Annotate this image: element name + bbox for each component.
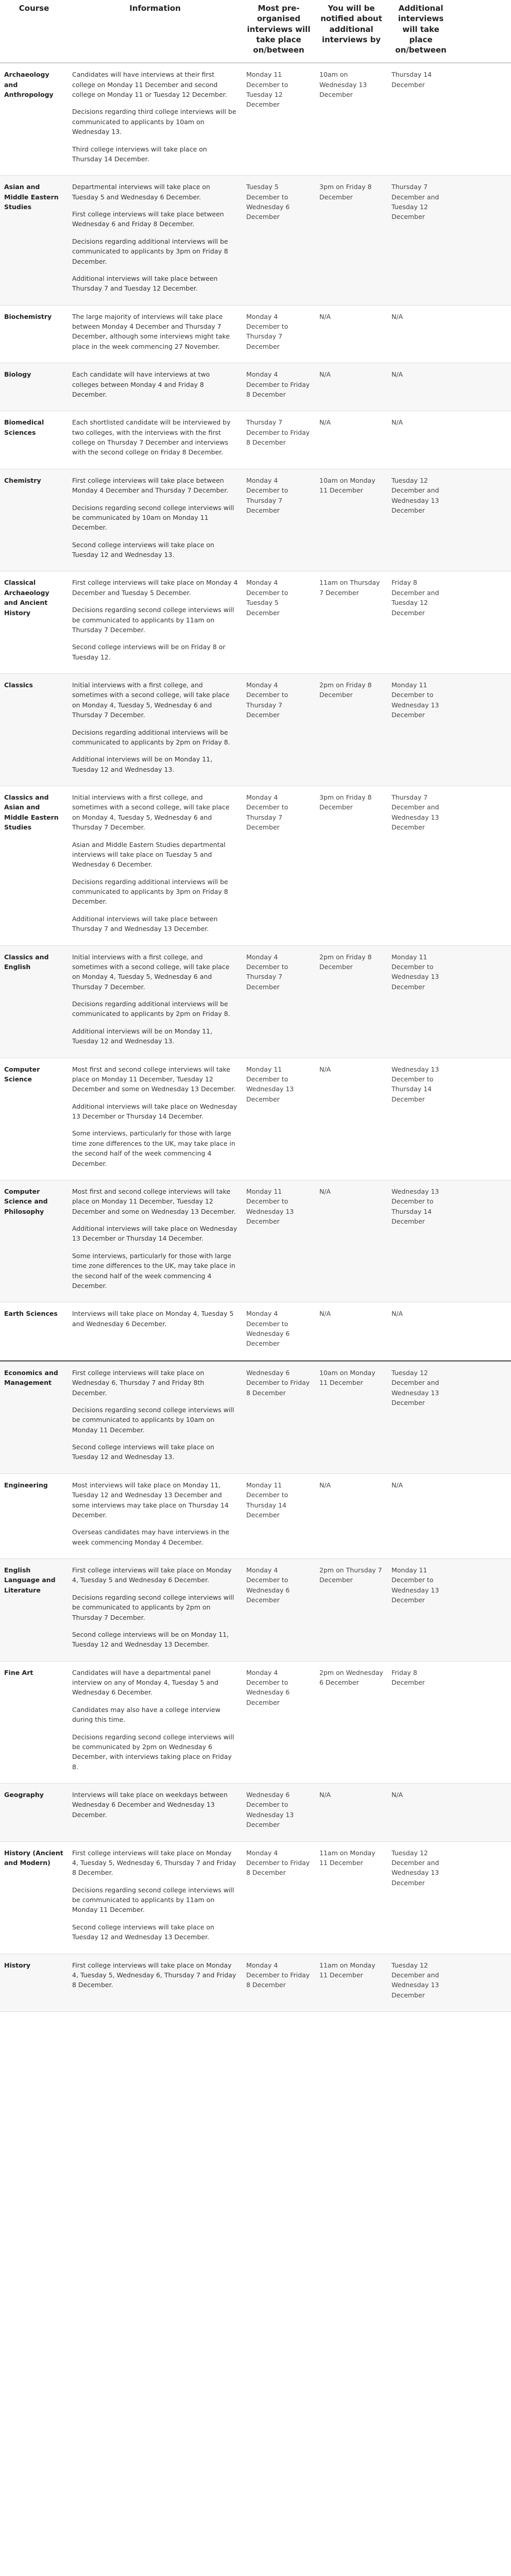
- row-spacer: [454, 945, 511, 1058]
- notification-deadline: 2pm on Friday 8 December: [315, 674, 387, 786]
- course-name: History (Ancient and Modern): [0, 1841, 68, 1954]
- information-paragraph: Second college interviews will be on Monday 11, Tuesday 12 and Wednesday 13 December.: [72, 1630, 229, 1649]
- information-paragraph: Decisions regarding additional interviews will be communicated to applicants by 2pm on Friday 8.: [72, 728, 230, 746]
- information-paragraph: Decisions regarding second college interviews will be communicated to applicants by 10am on Monday 11 December.: [72, 1405, 234, 1434]
- table-row: [0, 63, 511, 176]
- information-paragraph: Decisions regarding second college interviews will be communicated by 10am on Monday 11 December.: [72, 503, 234, 532]
- header-pre-organised: Most pre-organised interviews will take place on/between: [242, 0, 315, 63]
- row-spacer: [454, 411, 511, 469]
- notification-deadline: N/A: [315, 305, 387, 363]
- notification-deadline: N/A: [315, 1180, 387, 1302]
- information-paragraph: Decisions regarding third college interviews will be communicated to applicants by 10am on Wednesday 13.: [72, 108, 236, 136]
- table-body: [0, 63, 511, 2011]
- row-spacer: [454, 1361, 511, 1473]
- notification-deadline: 3pm on Friday 8 December: [315, 786, 387, 946]
- additional-interview-dates: N/A: [387, 1473, 454, 1558]
- course-name: Classics: [0, 674, 68, 786]
- table-row: [0, 1180, 511, 1302]
- course-information: [68, 1302, 242, 1361]
- course-name: Economics and Management: [0, 1361, 68, 1473]
- course-information: [68, 469, 242, 571]
- information-paragraph: Overseas candidates may have interviews in the week commencing Monday 4 December.: [72, 1528, 230, 1546]
- pre-organised-dates: Monday 4 December to Friday 8 December: [242, 1954, 315, 2012]
- information-paragraph: Most first and second college interviews will take place on Monday 11 December, Tuesday 12 December and some on Wednesday 13 December.: [72, 1065, 236, 1093]
- additional-interview-dates: Monday 11 December to Wednesday 13 December: [387, 1559, 454, 1662]
- pre-organised-dates: Monday 4 December to Thursday 7 December: [242, 469, 315, 571]
- course-information: [68, 1559, 242, 1662]
- course-name: Classics and Asian and Middle Eastern Studies: [0, 786, 68, 946]
- notification-deadline: 2pm on Friday 8 December: [315, 945, 387, 1058]
- table-row: [0, 674, 511, 786]
- course-name: Geography: [0, 1784, 68, 1842]
- information-paragraph: Additional interviews will be on Monday 11, Tuesday 12 and Wednesday 13.: [72, 1027, 213, 1045]
- information-paragraph: Additional interviews will take place between Thursday 7 and Tuesday 12 December.: [72, 274, 218, 293]
- table-row: [0, 945, 511, 1058]
- notification-deadline: N/A: [315, 1473, 387, 1558]
- row-spacer: [454, 786, 511, 946]
- row-spacer: [454, 1954, 511, 2012]
- course-information: [68, 63, 242, 176]
- notification-deadline: 11am on Monday 11 December: [315, 1841, 387, 1954]
- notification-deadline: 11am on Thursday 7 December: [315, 571, 387, 674]
- information-paragraph: Asian and Middle Eastern Studies departmental interviews will take place on Tuesday 5 and Wednesday 6 December.: [72, 840, 226, 869]
- information-paragraph: Initial interviews with a first college, and sometimes with a second college, will take place on Monday 4, Tuesday 5, Wednesday 6 and Thursday 7 December.: [72, 793, 230, 832]
- additional-interview-dates: Friday 8 December: [387, 1661, 454, 1783]
- notification-deadline: N/A: [315, 363, 387, 411]
- information-paragraph: Initial interviews with a first college, and sometimes with a second college, will take place on Monday 4, Tuesday 5, Wednesday 6 and Thursday 7 December.: [72, 953, 230, 991]
- information-paragraph: First college interviews will take place between Wednesday 6 and Friday 8 December.: [72, 210, 224, 228]
- pre-organised-dates: Monday 4 December to Wednesday 6 December: [242, 1661, 315, 1783]
- pre-organised-dates: Monday 4 December to Tuesday 5 December: [242, 571, 315, 674]
- information-paragraph: Most first and second college interviews will take place on Monday 11 December, Tuesday 12 December and some on Wednesday 13 December.: [72, 1187, 236, 1215]
- information-paragraph: Decisions regarding second college interviews will be communicated to applicants by 11am on Thursday 7 December.: [72, 606, 234, 634]
- additional-interview-dates: N/A: [387, 363, 454, 411]
- table-row: [0, 1784, 511, 1842]
- course-information: [68, 176, 242, 305]
- pre-organised-dates: Monday 4 December to Thursday 7 December: [242, 674, 315, 786]
- information-paragraph: Decisions regarding second college interviews will be communicated by 2pm on Wednesday 6 December, with interviews taking place on Friday 8.: [72, 1733, 234, 1771]
- table-row: [0, 1473, 511, 1558]
- row-spacer: [454, 1559, 511, 1662]
- table-row: [0, 305, 511, 363]
- information-paragraph: Third college interviews will take place on Thursday 14 December.: [72, 145, 207, 163]
- notification-deadline: N/A: [315, 1302, 387, 1361]
- row-spacer: [454, 1302, 511, 1361]
- additional-interview-dates: Tuesday 12 December and Wednesday 13 December: [387, 1841, 454, 1954]
- table-row: [0, 1954, 511, 2012]
- additional-interview-dates: N/A: [387, 1784, 454, 1842]
- course-name: Classical Archaeology and Ancient History: [0, 571, 68, 674]
- course-name: History: [0, 1954, 68, 2012]
- pre-organised-dates: Wednesday 6 December to Friday 8 December: [242, 1361, 315, 1473]
- additional-interview-dates: Thursday 7 December and Tuesday 12 December: [387, 176, 454, 305]
- header-additional: Additional interviews will take place on/between: [387, 0, 454, 63]
- information-paragraph: Decisions regarding second college interviews will be communicated to applicants by 11am on Monday 11 December.: [72, 1886, 234, 1914]
- additional-interview-dates: Tuesday 12 December and Wednesday 13 December: [387, 1954, 454, 2012]
- information-paragraph: Initial interviews with a first college, and sometimes with a second college, will take place on Monday 4, Tuesday 5, Wednesday 6 and Thursday 7 December.: [72, 681, 230, 719]
- pre-organised-dates: Wednesday 6 December to Wednesday 13 December: [242, 1784, 315, 1842]
- information-paragraph: Some interviews, particularly for those with large time zone differences to the UK, may take place in the second half of the week commencing 4 December.: [72, 1129, 235, 1167]
- table-row: [0, 363, 511, 411]
- notification-deadline: 2pm on Wednesday 6 December: [315, 1661, 387, 1783]
- pre-organised-dates: Monday 11 December to Tuesday 12 December: [242, 63, 315, 176]
- pre-organised-dates: Monday 4 December to Wednesday 6 December: [242, 1559, 315, 1662]
- row-spacer: [454, 1473, 511, 1558]
- information-paragraph: First college interviews will take place on Monday 4 December and Tuesday 5 December.: [72, 579, 238, 597]
- header-information: Information: [68, 0, 242, 63]
- additional-interview-dates: Thursday 7 December and Wednesday 13 December: [387, 786, 454, 946]
- row-spacer: [454, 674, 511, 786]
- course-name: Biology: [0, 363, 68, 411]
- course-name: Classics and English: [0, 945, 68, 1058]
- information-paragraph: Additional interviews will take place on Wednesday 13 December or Thursday 14 December.: [72, 1225, 237, 1243]
- header-notified: You will be notified about additional interviews by: [315, 0, 387, 63]
- information-paragraph: Some interviews, particularly for those with large time zone differences to the UK, may take place in the second half of the week commencing 4 December.: [72, 1251, 235, 1290]
- information-paragraph: Decisions regarding additional interviews will be communicated to applicants by 3pm on Friday 8 December.: [72, 877, 228, 906]
- additional-interview-dates: Thursday 14 December: [387, 63, 454, 176]
- header-course: Course: [0, 0, 68, 63]
- information-paragraph: Second college interviews will take place on Tuesday 12 and Wednesday 13.: [72, 540, 214, 558]
- information-paragraph: Decisions regarding second college interviews will be communicated to applicants by 2pm on Thursday 7 December.: [72, 1593, 234, 1621]
- row-spacer: [454, 305, 511, 363]
- notification-deadline: 10am on Monday 11 December: [315, 1361, 387, 1473]
- notification-deadline: N/A: [315, 1784, 387, 1842]
- information-paragraph: Interviews will take place on Monday 4, Tuesday 5 and Wednesday 6 December.: [72, 1310, 234, 1328]
- pre-organised-dates: Thursday 7 December to Friday 8 December: [242, 411, 315, 469]
- information-paragraph: Additional interviews will take place on Wednesday 13 December or Thursday 14 December.: [72, 1102, 237, 1120]
- course-name: Engineering: [0, 1473, 68, 1558]
- course-information: [68, 1784, 242, 1842]
- additional-interview-dates: Monday 11 December to Wednesday 13 December: [387, 674, 454, 786]
- row-spacer: [454, 1784, 511, 1842]
- notification-deadline: 10am on Wednesday 13 December: [315, 63, 387, 176]
- row-spacer: [454, 1841, 511, 1954]
- pre-organised-dates: Monday 4 December to Thursday 7 December: [242, 945, 315, 1058]
- information-paragraph: First college interviews will take place on Monday 4, Tuesday 5 and Wednesday 6 December.: [72, 1566, 232, 1584]
- notification-deadline: 11am on Monday 11 December: [315, 1954, 387, 2012]
- course-information: [68, 305, 242, 363]
- information-paragraph: First college interviews will take place on Wednesday 6, Thursday 7 and Friday 8th December.: [72, 1368, 205, 1397]
- pre-organised-dates: Monday 4 December to Thursday 7 December: [242, 305, 315, 363]
- additional-interview-dates: Tuesday 12 December and Wednesday 13 December: [387, 1361, 454, 1473]
- course-name: Computer Science: [0, 1058, 68, 1180]
- information-paragraph: First college interviews will take place between Monday 4 December and Thursday 7 December.: [72, 476, 229, 495]
- information-paragraph: Each candidate will have interviews at two colleges between Monday 4 and Friday 8 December.: [72, 370, 210, 398]
- table-row: [0, 1361, 511, 1473]
- pre-organised-dates: Monday 4 December to Friday 8 December: [242, 363, 315, 411]
- notification-deadline: N/A: [315, 1058, 387, 1180]
- information-paragraph: Second college interviews will take place on Tuesday 12 and Wednesday 13.: [72, 1443, 214, 1461]
- course-information: [68, 1361, 242, 1473]
- notification-deadline: 2pm on Thursday 7 December: [315, 1559, 387, 1662]
- course-name: Computer Science and Philosophy: [0, 1180, 68, 1302]
- course-information: [68, 1841, 242, 1954]
- information-paragraph: Decisions regarding additional interviews will be communicated to applicants by 3pm on Friday 8 December.: [72, 237, 228, 265]
- row-spacer: [454, 176, 511, 305]
- notification-deadline: N/A: [315, 411, 387, 469]
- additional-interview-dates: N/A: [387, 305, 454, 363]
- table-row: [0, 1661, 511, 1783]
- course-name: Earth Sciences: [0, 1302, 68, 1361]
- information-paragraph: Second college interviews will be on Friday 8 or Tuesday 12.: [72, 643, 226, 661]
- header-spacer: [454, 0, 511, 63]
- course-information: [68, 1180, 242, 1302]
- course-information: [68, 363, 242, 411]
- course-information: [68, 571, 242, 674]
- row-spacer: [454, 1661, 511, 1783]
- course-information: [68, 786, 242, 946]
- information-paragraph: Most interviews will take place on Monday 11, Tuesday 12 and Wednesday 13 December and some interviews may take place on Thursday 14 December.: [72, 1481, 229, 1519]
- table-row: [0, 176, 511, 305]
- table-row: [0, 1302, 511, 1361]
- additional-interview-dates: N/A: [387, 411, 454, 469]
- information-paragraph: Additional interviews will be on Monday 11, Tuesday 12 and Wednesday 13.: [72, 755, 213, 773]
- information-paragraph: Candidates will have a departmental panel interview on any of Monday 4, Tuesday 5 and Wednesday 6 December.: [72, 1668, 218, 1697]
- pre-organised-dates: Monday 4 December to Wednesday 6 December: [242, 1302, 315, 1361]
- additional-interview-dates: Friday 8 December and Tuesday 12 December: [387, 571, 454, 674]
- course-name: Fine Art: [0, 1661, 68, 1783]
- additional-interview-dates: Wednesday 13 December to Thursday 14 December: [387, 1058, 454, 1180]
- notification-deadline: 3pm on Friday 8 December: [315, 176, 387, 305]
- row-spacer: [454, 571, 511, 674]
- row-spacer: [454, 469, 511, 571]
- information-paragraph: First college interviews will take place on Monday 4, Tuesday 5, Wednesday 6, Thursday 7 and Friday 8 December.: [72, 1961, 236, 1989]
- table-row: [0, 1841, 511, 1954]
- information-paragraph: Additional interviews will take place between Thursday 7 and Wednesday 13 December.: [72, 914, 218, 933]
- course-information: [68, 411, 242, 469]
- table-row: [0, 411, 511, 469]
- information-paragraph: Each shortlisted candidate will be interviewed by two colleges, with the interviews with the first college on Thursday 7 December and interviews with the second college on Friday 8 December.: [72, 418, 231, 456]
- course-name: Archaeology and Anthropology: [0, 63, 68, 176]
- table-row: [0, 1058, 511, 1180]
- information-paragraph: The large majority of interviews will take place between Monday 4 December and Thursday 7 December, although some interviews might take place in the week commencing 27 November.: [72, 312, 230, 350]
- table-row: [0, 469, 511, 571]
- pre-organised-dates: Tuesday 5 December to Wednesday 6 December: [242, 176, 315, 305]
- course-information: [68, 674, 242, 786]
- course-information: [68, 1954, 242, 2012]
- information-paragraph: First college interviews will take place on Monday 4, Tuesday 5, Wednesday 6, Thursday 7 and Friday 8 December.: [72, 1849, 236, 1877]
- additional-interview-dates: Wednesday 13 December to Thursday 14 December: [387, 1180, 454, 1302]
- additional-interview-dates: N/A: [387, 1302, 454, 1361]
- course-information: [68, 1473, 242, 1558]
- course-name: English Language and Literature: [0, 1559, 68, 1662]
- course-name: Asian and Middle Eastern Studies: [0, 176, 68, 305]
- course-information: [68, 1661, 242, 1783]
- pre-organised-dates: Monday 4 December to Friday 8 December: [242, 1841, 315, 1954]
- pre-organised-dates: Monday 11 December to Wednesday 13 December: [242, 1058, 315, 1180]
- table-row: [0, 1559, 511, 1662]
- course-name: Biochemistry: [0, 305, 68, 363]
- information-paragraph: Second college interviews will take place on Tuesday 12 and Wednesday 13 December.: [72, 1923, 214, 1941]
- table-row: [0, 571, 511, 674]
- row-spacer: [454, 1180, 511, 1302]
- table-header-row: [0, 0, 511, 63]
- row-spacer: [454, 363, 511, 411]
- row-spacer: [454, 63, 511, 176]
- row-spacer: [454, 1058, 511, 1180]
- table-row: [0, 786, 511, 946]
- additional-interview-dates: Tuesday 12 December and Wednesday 13 December: [387, 469, 454, 571]
- pre-organised-dates: Monday 11 December to Thursday 14 December: [242, 1473, 315, 1558]
- pre-organised-dates: Monday 11 December to Wednesday 13 December: [242, 1180, 315, 1302]
- course-information: [68, 1058, 242, 1180]
- course-name: Biomedical Sciences: [0, 411, 68, 469]
- course-name: Chemistry: [0, 469, 68, 571]
- information-paragraph: Interviews will take place on weekdays between Wednesday 6 December and Wednesday 13 December.: [72, 1791, 228, 1819]
- additional-interview-dates: Monday 11 December to Wednesday 13 December: [387, 945, 454, 1058]
- information-paragraph: Candidates will have interviews at their first college on Monday 11 December and second college on Monday 11 or Tuesday 12 December.: [72, 71, 227, 98]
- notification-deadline: 10am on Monday 11 December: [315, 469, 387, 571]
- information-paragraph: Candidates may also have a college interview during this time.: [72, 1705, 220, 1724]
- course-information: [68, 945, 242, 1058]
- information-paragraph: Decisions regarding additional interviews will be communicated to applicants by 2pm on Friday 8.: [72, 1000, 230, 1018]
- information-paragraph: Departmental interviews will take place on Tuesday 5 and Wednesday 6 December.: [72, 183, 210, 201]
- pre-organised-dates: Monday 4 December to Thursday 7 December: [242, 786, 315, 946]
